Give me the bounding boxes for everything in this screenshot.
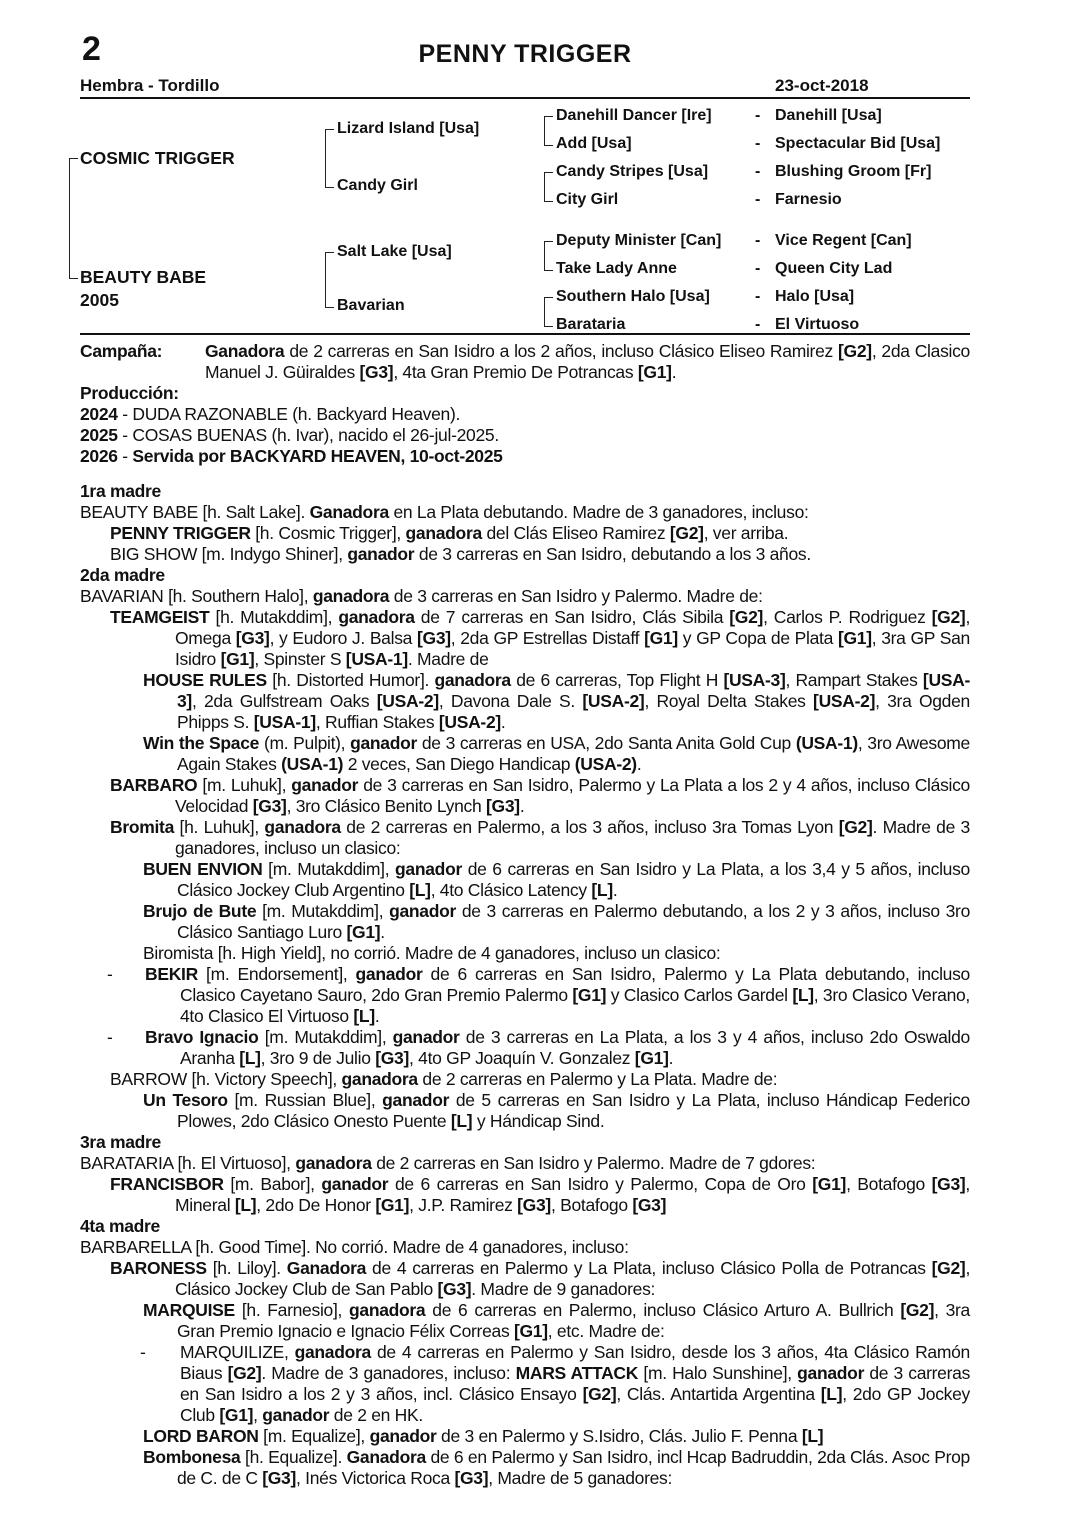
text-run: . Madre de 3 ganadores, incluso un clasico: [175,817,970,858]
text-run: . [671,362,677,382]
text-run: [G3] [235,628,270,648]
text-run: [h. Luhuk], [174,817,265,837]
text-run: [L] [820,1384,843,1404]
pedigree-entry: Southern Halo [Usa] [556,288,710,305]
pedigree-bracket [69,158,78,279]
pedigree-entry: Barataria [556,316,626,333]
catalog-paragraph [80,544,970,565]
text-run: 2025 [80,425,118,445]
dash-marker: - [755,316,761,333]
text-run: (m. Pulpit), [259,733,351,753]
text-run: . Madre de 9 ganadores: [471,1279,656,1299]
text-run: ganador [797,1363,865,1383]
text-run: ganadora [341,1069,418,1089]
text-run: [G3] [632,1195,667,1215]
section-heading: 2da madre [80,565,165,585]
catalog-paragraph [80,943,970,964]
text-run: Bombonesa [143,1447,241,1467]
text-run: 2026 [80,446,118,466]
text-run: [L] [801,1426,824,1446]
text-run: , etc. Madre de: [547,1321,665,1341]
text-run: LORD BARON [143,1426,259,1446]
text-run: y GP Copa de Plata [677,628,838,648]
table-rule [80,333,970,335]
text-run: , 3ro Awesome Again Stakes [177,733,970,774]
text-run: de 2 carreras en Palermo y La Plata. Madre de: [417,1069,778,1089]
text-run: , 3ro Clasico Verano, 4to Clasico El Virtuoso [180,985,970,1026]
dash-marker: - [755,107,761,124]
text-run: Ganadora [309,502,389,522]
text-run: [m. Luhuk], [197,775,292,795]
text-run: [USA-1] [345,649,408,669]
text-run: , 4to GP Joaquín V. Gonzalez [409,1048,635,1068]
text-run: de 3 carreras en San Isidro a los 2 y 3 años, incl. Clásico Ensayo [180,1363,971,1404]
text-run: , 2da GP Estrellas Distaff [450,628,645,648]
catalog-paragraph [80,502,970,523]
text-run: [G3] [262,1468,297,1488]
text-run: , Ruffian Stakes [315,712,439,732]
dash-marker: - [107,1027,113,1047]
text-run: . Madre de 3 ganadores, incluso: [261,1363,516,1383]
text-run: de 2 carreras en Palermo, a los 3 años, incluso 3ra Tomas Lyon [340,817,839,837]
text-run: , 3ro Clásico Benito Lynch [286,796,486,816]
text-run: [L] [591,880,613,900]
text-run: [h. Equalize]. [240,1447,347,1467]
text-run: [m. Equalize], [258,1426,370,1446]
text-run: , J.P. Ramirez [409,1195,518,1215]
catalog-paragraph [80,733,970,775]
text-run: [G1] [812,1174,847,1194]
text-run: - COSAS BUENAS (h. Ivar), nacido el 26-jul-2025. [117,425,499,445]
catalog-paragraph [80,859,970,901]
text-run: [G3] [486,796,520,816]
text-run: BARONESS [110,1258,207,1278]
dash-marker: - [755,288,761,305]
text-run: [L] [450,1111,473,1131]
text-run: Bromita [110,817,175,837]
text-run: BARATARIA [h. El Virtuoso], [80,1153,296,1173]
text-run: . [668,1048,674,1068]
text-run: de 6 carreras en San Isidro, Palermo y La Plata debutando, incluso Clasico Cayetano Sauro, 2do Gran Premio Palermo [180,964,970,1005]
pedigree-entry: Bavarian [337,297,405,314]
campaign-runs [205,341,970,382]
text-run: [G3] [375,1048,410,1068]
text-run: BIG SHOW [m. Indygo Shiner], [110,544,348,564]
text-run: ganadora [295,1153,372,1173]
catalog-paragraph [80,1426,970,1447]
text-run: . [636,754,642,774]
text-run: , Carlos P. Rodriguez [763,607,932,627]
text-run: [m. Mutakddim], [262,859,396,879]
catalog-paragraph [80,1258,970,1300]
text-run: de 3 en Palermo y S.Isidro, Clás. Julio F. Penna [436,1426,802,1446]
dash-marker: - [107,964,113,984]
text-run: de 2 carreras en San Isidro y Palermo. Madre de 7 gdores: [371,1153,816,1173]
pedigree-entry: Add [Usa] [556,135,632,152]
text-run: ganadora [434,670,511,690]
text-run: [h. Mutakddim], [209,607,339,627]
text-run: de 3 carreras en San Isidro, Palermo y La Plata a los 2 y 4 años, incluso Clásico Velocidad [175,775,970,816]
catalog-paragraph [80,1342,970,1426]
text-run: [L] [234,1195,257,1215]
text-run: , 4to Clásico Latency [430,880,592,900]
pedigree-bracket [544,116,553,146]
pedigree-entry: Take Lady Anne [556,260,677,277]
text-run: de 6 carreras en Palermo, incluso Clásico Arturo A. Bullrich [425,1300,901,1320]
catalog-paragraph [80,1174,970,1216]
pedigree-entry: - Farnesio [755,191,842,208]
text-run: [G2] [931,1258,966,1278]
section-heading: 4ta madre [80,1216,160,1236]
text-run: , y Eudoro J. Balsa [269,628,417,648]
text-run: [L] [409,880,431,900]
dash-marker: - [755,191,761,208]
pedigree-entry: Deputy Minister [Can] [556,232,722,249]
text-run: [L] [792,985,814,1005]
catalog-paragraph [80,901,970,943]
production-entry [80,446,970,467]
text-run: [G3] [931,1174,966,1194]
text-run: [G1] [220,649,255,669]
text-run: [m. Babor], [223,1174,322,1194]
text-run: BAVARIAN [h. Southern Halo], [80,586,313,606]
page-title: PENNY TRIGGER [418,40,632,68]
text-run: [G2] [838,341,872,361]
text-run: [G1] [572,985,607,1005]
text-run: - DUDA RAZONABLE (h. Backyard Heaven). [117,404,461,424]
page-number: 2 [82,30,101,68]
text-run: , Royal Delta Stakes [644,691,814,711]
text-run: [G3] [517,1195,551,1215]
pedigree-entry: - Blushing Groom [Fr] [755,163,932,180]
text-run: de 7 carreras en San Isidro, Clás Sibila [414,607,730,627]
text-run: . [374,1006,380,1026]
text-run: de 4 carreras en Palermo y La Plata, incluso Clásico Polla de Potrancas [366,1258,932,1278]
text-run: , 3ra GP San Isidro [175,628,970,669]
text-run: HOUSE RULES [143,670,267,690]
pedigree-entry: Danehill Dancer [Ire] [556,107,712,124]
catalog-paragraph [80,523,970,544]
text-run: ganador [395,859,462,879]
text-run: [m. Halo Sunshine], [638,1363,798,1383]
text-run: . [612,880,618,900]
production-entries [80,404,970,467]
text-run: BARBARO [110,775,198,795]
pedigree-chart [0,100,1080,340]
text-run: , 2do GP Jockey Club [180,1384,970,1425]
text-run: , 4ta Gran Premio De Potrancas [393,362,638,382]
text-run: , 3ra Ogden Phipps S. [177,691,970,732]
pedigree-bracket [544,297,553,327]
text-run: ganador [369,1426,437,1446]
text-run: ganador [291,775,359,795]
text-run: , Botafogo [550,1195,633,1215]
pedigree-entry: - Vice Regent [Can] [755,232,912,249]
text-run: [USA-1] [253,712,316,732]
pedigree-entry: - Spectacular Bid [Usa] [755,135,941,152]
text-run: , ver arriba. [703,523,789,543]
text-run: ganadora [405,523,482,543]
catalog-paragraph [80,586,970,607]
text-run: [m. Mutakddim], [256,901,390,921]
text-run: ganador [321,1174,389,1194]
text-run: BUEN ENVION [143,859,263,879]
text-run: BEKIR [145,964,198,984]
text-run: ganadora [349,1300,426,1320]
pedigree-entry: Candy Girl [337,177,418,194]
text-run: [L] [239,1048,261,1068]
text-run: - [117,446,133,466]
text-run: [USA-2] [376,691,439,711]
text-run: , 2da Clasico Manuel J. Güiraldes [205,341,970,382]
text-run: [m. Mutakddim], [258,1027,393,1047]
pedigree-entry: - Danehill [Usa] [755,107,882,124]
dash-marker: - [755,232,761,249]
catalog-paragraph [80,1300,970,1342]
catalog-paragraph [80,1090,970,1132]
text-run: [G1] [219,1405,254,1425]
text-run: . Madre de [407,649,489,669]
catalog-paragraph [80,1447,970,1489]
catalog-paragraph [80,670,970,733]
text-run: 2024 [80,404,118,424]
text-run: [G2] [227,1363,262,1383]
text-run: , Davona Dale S. [438,691,583,711]
text-run: de 3 carreras en San Isidro, debutando a los 3 años. [414,544,811,564]
campaign-paragraph [80,341,970,383]
text-run: [G1] [513,1321,548,1341]
text-run: ganadora [264,817,341,837]
text-run: , Clásico Jockey Club de San Pablo [175,1258,971,1299]
text-run: [G1] [637,362,672,382]
text-run: de 3 carreras en Palermo debutando, a los 2 y 3 años, incluso 3ro Clásico Santiago Luro [177,901,971,942]
text-run: (USA-1) [795,733,858,753]
catalog-date: 23-oct-2018 [775,76,869,95]
text-run: BARROW [h. Victory Speech], [110,1069,342,1089]
text-run: de 3 carreras en USA, 2do Santa Anita Gold Cup [417,733,796,753]
text-run: , 2da Gulfstream Oaks [191,691,377,711]
pedigree-entry: - El Virtuoso [755,316,860,333]
pedigree-entry: Lizard Island [Usa] [337,120,480,137]
text-run: de 4 carreras en Palermo y San Isidro, desde los 3 años, 4ta Clásico Ramón Biaus [180,1342,970,1383]
production-entry [80,404,970,425]
text-run: de 3 carreras en San Isidro y Palermo. Madre de: [389,586,763,606]
text-run: ganadora [338,607,415,627]
text-run: Biromista [h. High Yield], no corrió. Madre de 4 ganadores, incluso un clasico: [143,943,721,963]
text-run: , Inés Victorica Roca [296,1468,455,1488]
text-run: [G2] [669,523,704,543]
text-run: , Madre de 5 ganadores: [488,1468,673,1488]
text-run: [G1] [375,1195,410,1215]
production-heading: Producción: [80,383,179,403]
text-run: de 6 carreras en San Isidro y Palermo, Copa de Oro [388,1174,813,1194]
text-run: Brujo de Bute [143,901,257,921]
catalog-paragraph [80,1069,970,1090]
text-run: de 3 carreras en La Plata, a los 3 y 4 años, incluso 2do Oswaldo Aranha [180,1027,970,1068]
text-run: Servida por BACKYARD HEAVEN, 10-oct-2025 [132,446,503,466]
production-entry [80,425,970,446]
text-run: [USA-2] [582,691,645,711]
text-run: , 3ra Gran Premio Ignacio e Ignacio Félix Correas [177,1300,970,1341]
catalog-paragraph [80,1027,970,1069]
text-run: , Omega [175,607,971,648]
text-run: de 2 en HK. [329,1405,423,1425]
text-run: [G1] [346,922,381,942]
pedigree-bracket [544,241,553,271]
text-run: de 5 carreras en San Isidro y La Plata, incluso Hándicap Federico Plowes, 2do Clásico Onesto Puente [177,1090,970,1131]
pedigree-entry-dam: BEAUTY BABE [80,267,207,287]
text-run: . [519,796,525,816]
text-run: , Mineral [175,1174,970,1215]
section-heading: 3ra madre [80,1132,161,1152]
text-run: [G1] [634,1048,669,1068]
text-run: Ganadora [346,1447,426,1467]
text-run: 2 veces, San Diego Handicap [343,754,575,774]
text-run: (USA-1) [281,754,344,774]
pedigree-bracket [325,129,334,188]
dash-marker: - [755,135,761,152]
text-run: ganador [350,733,418,753]
text-run: [m. Endorsement], [197,964,356,984]
text-run: , 2do De Honor [256,1195,376,1215]
pedigree-entry: Candy Stripes [Usa] [556,163,709,180]
text-run: (USA-2) [574,754,637,774]
pedigree-entry-sire: COSMIC TRIGGER [80,148,235,168]
text-run: MARS ATTACK [515,1363,639,1383]
text-run: TEAMGEIST [110,607,210,627]
text-run: ganador [347,544,415,564]
text-run: [USA-3] [723,670,786,690]
text-run: [G2] [582,1384,617,1404]
text-run: de 2 carreras en San Isidro a los 2 años, incluso Clásico Eliseo Ramirez [284,341,838,361]
text-run: Un Tesoro [143,1090,228,1110]
dash-marker: - [140,1342,146,1362]
sex-color-label: Hembra - Tordillo [80,76,220,95]
text-run: [h. Cosmic Trigger], [250,523,406,543]
header-rule [80,97,970,99]
text-run: . [380,922,385,942]
text-run: y Hándicap Sind. [472,1111,605,1131]
text-run: [USA-2] [813,691,876,711]
text-run: [G3] [359,362,394,382]
text-run: [G2] [900,1300,935,1320]
catalog-paragraph [80,964,970,1027]
text-run: [h. Farnesio], [234,1300,349,1320]
text-run: [G2] [931,607,966,627]
text-run: ganador [262,1405,330,1425]
text-run: [G2] [838,817,873,837]
text-run: ganador [392,1027,460,1047]
text-run: , [253,1405,263,1425]
pedigree-bracket [544,172,553,202]
pedigree-entry: - Halo [Usa] [755,288,855,305]
text-run: del Clás Eliseo Ramirez [481,523,670,543]
text-run: y Clasico Carlos Gardel [606,985,793,1005]
dash-marker: - [755,163,761,180]
catalog-paragraph [80,1237,970,1258]
text-run: Win the Space [143,733,260,753]
text-run: [L] [353,1006,375,1026]
dash-marker: - [755,260,761,277]
catalog-paragraph [80,607,970,670]
catalog-body [80,341,970,1489]
text-run: [G2] [729,607,764,627]
text-run: Ganadora [205,341,285,361]
pedigree-entry: Salt Lake [Usa] [337,243,452,260]
families [80,481,970,1489]
section-heading: 1ra madre [80,481,161,501]
text-run: . [500,712,506,732]
text-run: BEAUTY BABE [h. Salt Lake]. [80,502,310,522]
text-run: [USA-2] [438,712,501,732]
text-run: , Spinster S [254,649,346,669]
text-run: [USA-3] [177,670,971,711]
catalog-paragraph [80,775,970,817]
text-run: [G3] [454,1468,489,1488]
text-run: en La Plata debutando. Madre de 3 ganadores, incluso: [388,502,809,522]
text-run: BARBARELLA [h. Good Time]. No corrió. Madre de 4 ganadores, incluso: [80,1237,629,1257]
pedigree-entry: City Girl [556,191,619,208]
text-run: [h. Liloy]. [206,1258,287,1278]
text-run: ganadora [294,1342,371,1362]
text-run: ganador [389,901,457,921]
text-run: [G3] [252,796,287,816]
text-run: , 3ro 9 de Julio [260,1048,376,1068]
text-run: de 6 carreras, Top Flight H [510,670,724,690]
campaign-label: Campaña: [80,341,163,361]
text-run: [h. Distorted Humor]. [266,670,435,690]
text-run: [G3] [437,1279,472,1299]
text-run: [G3] [416,628,451,648]
text-run: de 6 en Palermo y San Isidro, incl Hcap Badruddin, 2da Clás. Asoc Prop de C. de C [177,1447,970,1488]
pedigree-bracket [325,252,334,308]
text-run: de 6 carreras en San Isidro y La Plata, a los 3,4 y 5 años, incluso Clásico Jockey Club Argentino [177,859,970,900]
catalog-paragraph [80,1153,970,1174]
text-run: FRANCISBOR [110,1174,224,1194]
text-run: [m. Russian Blue], [227,1090,383,1110]
text-run: , Rampart Stakes [785,670,923,690]
text-run: [G1] [837,628,872,648]
text-run: Ganadora [286,1258,367,1278]
text-run: ganadora [312,586,390,606]
text-run: PENNY TRIGGER [110,523,251,543]
text-run: MARQUILIZE, [180,1342,295,1362]
pedigree-dam-year: 2005 [80,290,119,310]
text-run: , Botafogo [846,1174,932,1194]
text-run: MARQUISE [143,1300,235,1320]
pedigree-entry: - Queen City Lad [755,260,893,277]
text-run: ganador [382,1090,450,1110]
text-run: [G1] [644,628,678,648]
text-run: , Clás. Antartida Argentina [616,1384,821,1404]
text-run: ganador [355,964,423,984]
text-run: Bravo Ignacio [145,1027,259,1047]
catalog-paragraph [80,817,970,859]
